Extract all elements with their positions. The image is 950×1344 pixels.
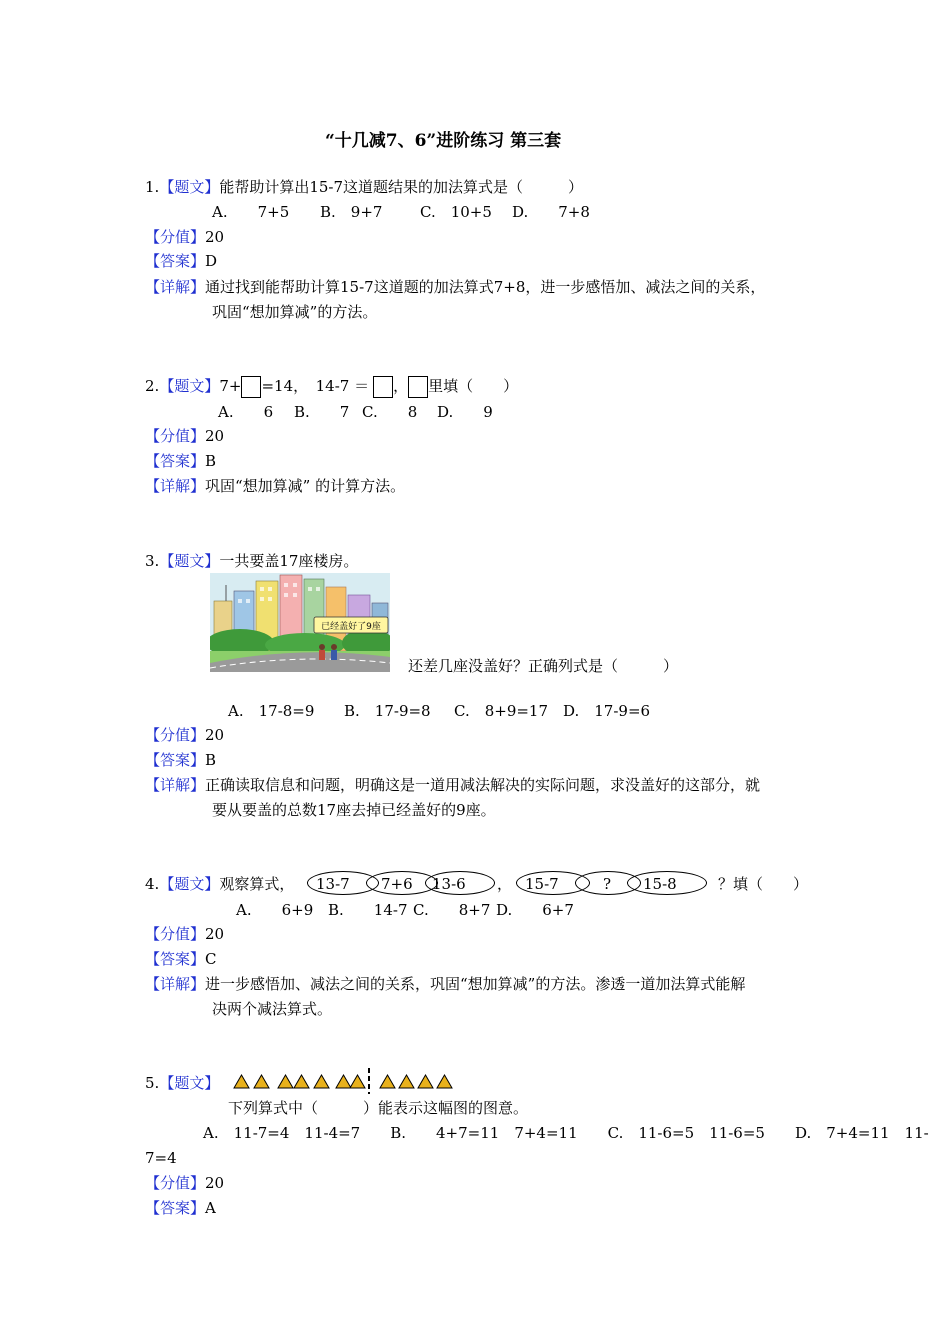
q3-score: 20 [205,726,225,744]
q2-detail: 巩固“想加算减” 的计算方法。 [205,477,406,495]
triangle-left-7 [350,1075,365,1088]
q3-option-b: B. 17-9=8 [344,702,431,720]
q4-option-a: A. 6+9 [236,901,314,919]
q3-score-line [145,725,224,745]
q5-triangle-figure [232,1066,462,1096]
q4-stem: 观察算式， [219,875,295,893]
q2-option-d: D. 9 [437,403,493,421]
q4-detail-tag: 【详解】 [145,975,206,993]
q1-stem: 能帮助计算出15-7这道题结果的加法算式是（ ） [219,178,584,196]
triangle-left-6 [336,1075,351,1088]
q3-answer-line [145,750,216,770]
q5-score: 20 [205,1174,225,1192]
q1-option-a: A. 7+5 [212,203,290,221]
q1-detail-1: 通过找到能帮助计算15-7这道题的加法算式7+8，进一步感悟加、减法之间的关系， [205,278,766,296]
page-title: “十几减7、6”进阶练习 第三套 [325,131,562,151]
triangle-right-2 [399,1075,414,1088]
q4-option-d: D. 6+7 [496,901,574,919]
q5-stem-tag: 【题文】 [159,1074,220,1092]
q5-stem-line [145,1073,219,1093]
q5-options-line: A. 11-7=4 11-4=7 B. 4+7=11 7+4=11 C. 11-6=5 11-6=5 D. 7+4=11 11- [203,1124,929,1142]
q2-score-line [145,426,224,446]
q3-score-tag: 【分值】 [145,726,206,744]
q3-option-c: C. 8+9=17 [454,702,549,720]
q2-number: 2. [145,377,160,395]
q4-score-tag: 【分值】 [145,925,206,943]
triangle-left-4 [294,1075,309,1088]
triangle-left-1 [234,1075,249,1088]
q4-oval-3-text: 13-6 [432,875,466,893]
q5-score-line [145,1173,224,1193]
q4-oval-1-text: 13-7 [316,875,350,893]
q4-answer: C [205,950,217,968]
q3-stem: 一共要盖17座楼房。 [219,552,359,570]
q1-score-tag: 【分值】 [145,228,206,246]
q3-option-d: D. 17-9=6 [563,702,651,720]
triangle-left-2 [254,1075,269,1088]
q1-stem-tag: 【题文】 [159,178,220,196]
triangle-right-3 [418,1075,433,1088]
q4-number: 4. [145,875,160,893]
q4-answer-tag: 【答案】 [145,950,206,968]
q2-score-tag: 【分值】 [145,427,206,445]
q1-number: 1. [145,178,160,196]
q3-question: 还差几座没盖好？正确列式是（ ） [408,657,679,675]
q4-score-line [145,924,224,944]
q2-option-a: A. 6 [218,403,274,421]
q5-answer-tag: 【答案】 [145,1199,206,1217]
q3-answer-tag: 【答案】 [145,751,206,769]
q2-blank-box-3 [408,376,428,398]
q5-number: 5. [145,1074,160,1092]
q5-question: 下列算式中（ ）能表示这幅图的图意。 [228,1099,529,1117]
q1-option-d: D. 7+8 [512,203,590,221]
buildings-illustration [210,573,390,672]
q3-stem-line [145,551,358,571]
q1-stem-line [145,177,583,197]
q2-answer-tag: 【答案】 [145,452,206,470]
q2-stem-part3: ， [393,377,409,395]
q4-detail-2: 决两个减法算式。 [212,1000,333,1018]
city-scene-image [210,573,390,672]
q3-number: 3. [145,552,160,570]
sign-text: 已经盖好了9座 [321,622,381,632]
q2-answer: B [205,452,217,470]
q5-answer: A [205,1199,216,1217]
q2-detail-tag: 【详解】 [145,477,206,495]
q2-score: 20 [205,427,225,445]
triangle-right-1 [380,1075,395,1088]
q5-answer-line [145,1198,216,1218]
q2-option-b: B. 7 [294,403,350,421]
q1-answer-line [145,251,217,271]
triangle-right-4 [437,1075,452,1088]
q2-stem-part4: 里填（ ） [428,377,519,395]
q4-oval-5-text: ? [603,875,612,893]
q1-score: 20 [205,228,225,246]
q4-answer-line [145,949,217,969]
q4-option-c: C. 8+7 [413,901,491,919]
q2-stem-tag: 【题文】 [159,377,220,395]
q3-detail-tag: 【详解】 [145,776,206,794]
q3-detail-2: 要从要盖的总数17座去掉已经盖好的9座。 [212,801,496,819]
q5-score-tag: 【分值】 [145,1174,206,1192]
q4-oval-4-text: 15-7 [525,875,559,893]
q3-detail-1: 正确读取信息和问题，明确这是一道用减法解决的实际问题，求没盖好的这部分，就 [205,776,761,794]
triangle-left-3 [278,1075,293,1088]
q1-detail-tag: 【详解】 [145,278,206,296]
triangle-left-5 [314,1075,329,1088]
q4-score: 20 [205,925,225,943]
q4-option-b: B. 14-7 [328,901,408,919]
q4-comma: ， [497,875,513,893]
q2-detail-line [145,476,405,496]
q4-oval-2-text: 7+6 [381,875,413,893]
q2-stem-line [145,376,518,398]
q3-stem-tag: 【题文】 [159,552,220,570]
q1-detail-line [145,277,765,297]
q1-score-line [145,227,224,247]
q3-detail-line [145,775,760,795]
q4-stem-tail: ？填（ ） [718,875,809,893]
q4-detail-line [145,974,745,994]
q5-triangles-svg [232,1066,462,1096]
q3-option-a: A. 17-8=9 [228,702,315,720]
q3-answer: B [205,751,217,769]
q1-option-c: C. 10+5 [420,203,492,221]
q1-answer: D [205,252,218,270]
q4-stem-tag: 【题文】 [159,875,220,893]
q5-options-wrap: 7=4 [145,1149,177,1167]
q2-blank-box-1 [241,376,261,398]
q4-stem-line [145,874,294,894]
q4-detail-1: 进一步感悟加、减法之间的关系，巩固“想加算减”的方法。渗透一道加法算式能解 [205,975,746,993]
q1-answer-tag: 【答案】 [145,252,206,270]
q2-stem-part2: =14， 14-7 ＝ [261,377,370,395]
q1-detail-2: 巩固“想加算减”的方法。 [212,303,378,321]
q2-answer-line [145,451,216,471]
q2-blank-box-2 [373,376,393,398]
q1-option-b: B. 9+7 [320,203,383,221]
q4-oval-6-text: 15-8 [643,875,677,893]
q2-stem-part1: 7+ [219,377,242,395]
q2-option-c: C. 8 [362,403,418,421]
